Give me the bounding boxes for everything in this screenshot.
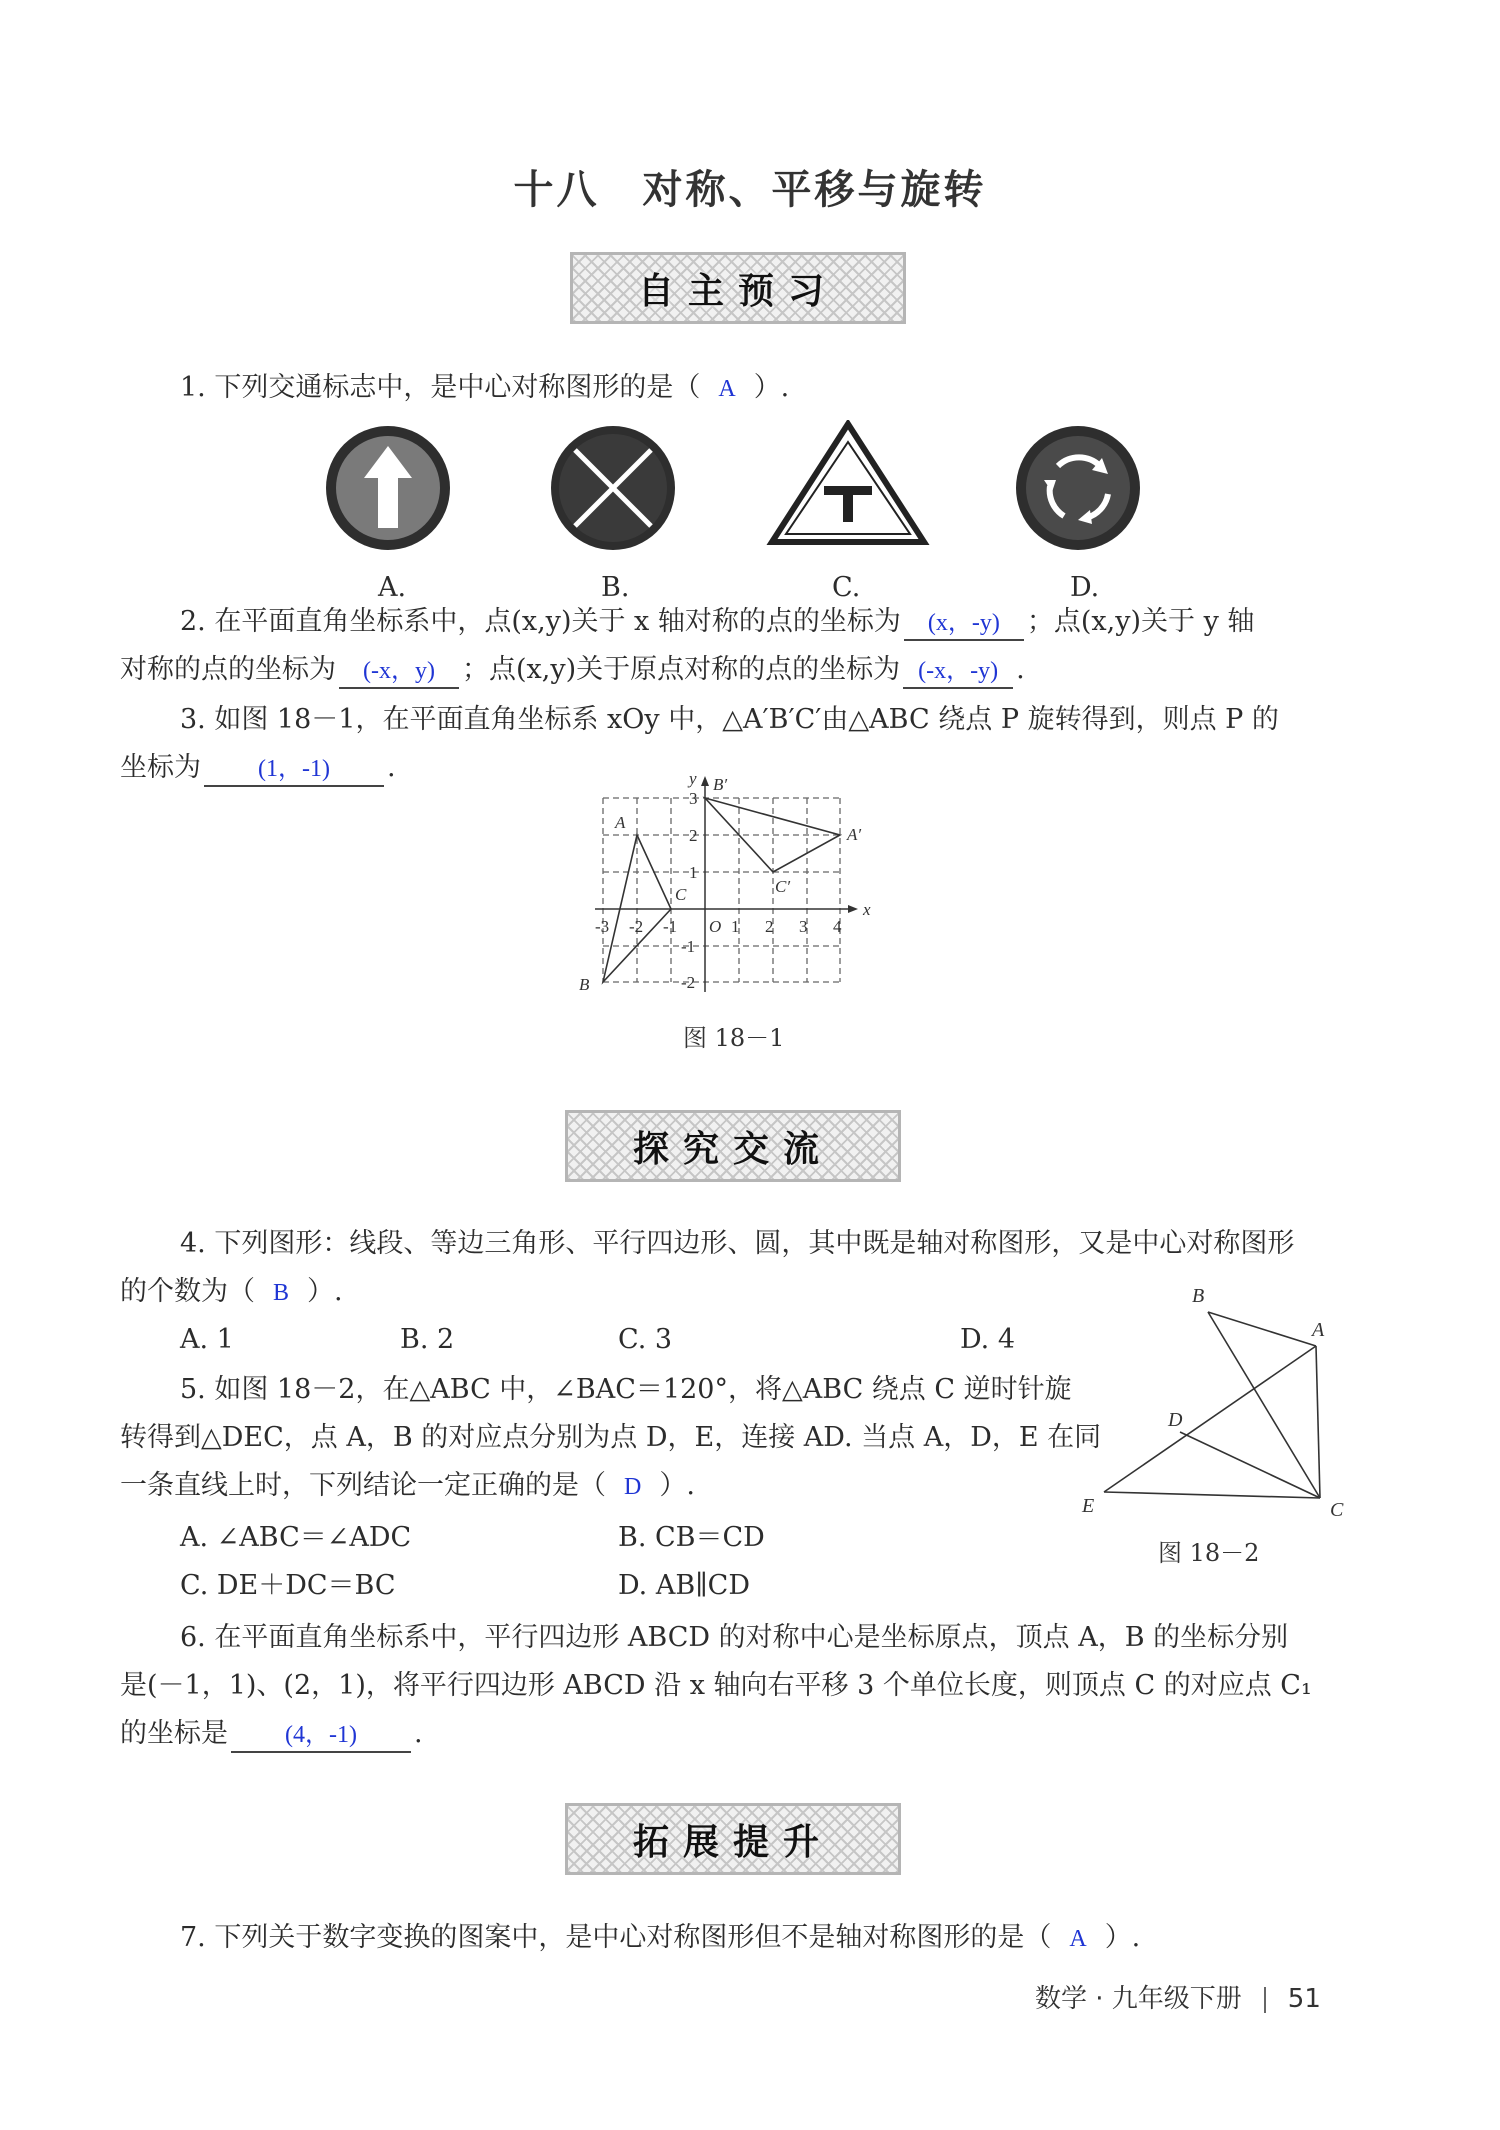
point-label-c-prime: C′ (775, 877, 791, 896)
option-c: C. 3 (618, 1324, 673, 1355)
question-3-line-2: 坐标为 (1，-1) . (120, 748, 396, 788)
point-label-b: B (1192, 1285, 1205, 1307)
point-label-c: C (675, 885, 687, 904)
traffic-signs (300, 420, 1160, 600)
question-5-line-2: 转得到△DEC，点 A，B 的对应点分别为点 D，E，连接 AD. 当点 A，D，E 在同 (120, 1422, 1102, 1453)
section-title: 自主预习 (637, 269, 838, 312)
sign-a-up-arrow-icon (326, 426, 450, 550)
sign-d-roundabout-icon (1016, 426, 1140, 550)
axis-label-x: x (863, 900, 871, 919)
question-3-line-1: 3. 如图 18－1，在平面直角坐标系 xOy 中，△A′B′C′由△ABC 绕点 P 旋转得到，则点 P 的 (180, 704, 1279, 735)
sign-label-d: D. (1070, 572, 1100, 603)
y-tick: -1 (681, 937, 696, 956)
option-a: A. 1 (180, 1324, 234, 1355)
sign-b-cross-icon (551, 426, 675, 550)
point-label-a: A (615, 813, 626, 832)
page-title: 十八 对称、平移与旋转 (513, 167, 987, 213)
question-5-line-3: 一条直线上时，下列结论一定正确的是（ D ）. (120, 1470, 695, 1501)
point-label-c: C (1330, 1499, 1344, 1521)
figure-18-2-triangles (1070, 1272, 1370, 1532)
answer: A (1069, 1926, 1087, 1952)
section-title: 探究交流 (632, 1127, 833, 1170)
answer-blank: (4，-1) (231, 1719, 411, 1753)
axis-label-y: y (689, 769, 697, 788)
option-a: A. ∠ABC＝∠ADC (180, 1522, 412, 1553)
figure-18-2-caption: 图 18－2 (1158, 1539, 1260, 1567)
section-banner-preview (570, 252, 906, 324)
x-tick: -3 (595, 917, 610, 936)
question-1: 1. 下列交通标志中，是中心对称图形的是（ A ）. (180, 372, 790, 403)
option-c: C. DE＋DC＝BC (180, 1570, 396, 1601)
y-tick: 3 (689, 789, 698, 808)
option-b: B. 2 (400, 1324, 455, 1355)
section-banner-explore (565, 1110, 901, 1182)
point-label-b: B (579, 975, 590, 994)
y-tick: 1 (689, 863, 698, 882)
x-tick: 2 (765, 917, 774, 936)
point-label-d: D (1168, 1409, 1183, 1431)
point-label-e: E (1082, 1495, 1095, 1517)
question-4-line-2: 的个数为（ B ）. (120, 1276, 343, 1307)
question-6-line-3: 的坐标是 (4，-1) . (120, 1714, 423, 1754)
option-d: D. AB∥CD (618, 1570, 750, 1601)
book-title: 数学 · 九年级下册 (1035, 1984, 1242, 2014)
page-footer (1035, 1978, 1321, 2015)
sign-c-triangle-t-icon (772, 424, 924, 542)
figure-18-1-coordinate-grid (565, 760, 905, 1010)
x-tick: 3 (799, 917, 808, 936)
answer: D (624, 1474, 642, 1500)
answer-blank: (1，-1) (204, 753, 384, 787)
x-tick: 4 (833, 917, 842, 936)
x-tick: 1 (731, 917, 740, 936)
option-d: D. 4 (960, 1324, 1016, 1355)
answer: A (718, 376, 736, 402)
question-6-line-1: 6. 在平面直角坐标系中，平行四边形 ABCD 的对称中心是坐标原点，顶点 A，B 的坐标分别 (180, 1622, 1289, 1653)
answer-blank: (x，-y) (904, 607, 1024, 641)
answer-blank: (-x，-y) (903, 655, 1013, 689)
y-tick: -2 (681, 973, 696, 992)
origin-label: O (709, 917, 722, 936)
section-banner-extend (565, 1803, 901, 1875)
figure-18-1-caption: 图 18－1 (683, 1024, 785, 1052)
point-label-b-prime: B′ (713, 775, 728, 794)
sign-label-c: C. (832, 572, 861, 603)
point-label-a-prime: A′ (847, 825, 862, 844)
footer-divider (1264, 1987, 1266, 2013)
question-2-line-2: 对称的点的坐标为 (-x，y) ；点(x,y)关于原点对称的点的坐标为 (-x，-y) . (120, 650, 1025, 690)
section-title: 拓展提升 (632, 1820, 833, 1863)
option-b: B. CB＝CD (618, 1522, 765, 1553)
point-label-a: A (1312, 1319, 1325, 1341)
question-6-line-2: 是(－1，1)、(2，1)，将平行四边形 ABCD 沿 x 轴向右平移 3 个单位长度，则顶点 C 的对应点 C₁ (120, 1670, 1312, 1701)
y-tick: 2 (689, 826, 698, 845)
question-2-line-1: 2. 在平面直角坐标系中，点(x,y)关于 x 轴对称的点的坐标为 (x，-y) ；点(x,y)关于 y 轴 (180, 602, 1254, 642)
answer-blank: (-x，y) (339, 655, 459, 689)
page-number: 51 (1287, 1984, 1321, 2014)
x-tick: -2 (629, 917, 644, 936)
question-4-line-1: 4. 下列图形：线段、等边三角形、平行四边形、圆，其中既是轴对称图形，又是中心对称图形 (180, 1228, 1295, 1259)
sign-label-b: B. (601, 572, 630, 603)
question-7: 7. 下列关于数字变换的图案中，是中心对称图形但不是轴对称图形的是（ A ）. (180, 1922, 1141, 1953)
x-tick: -1 (663, 917, 678, 936)
sign-label-a: A. (378, 572, 407, 603)
question-5-line-1: 5. 如图 18－2，在△ABC 中，∠BAC＝120°，将△ABC 绕点 C 逆时针旋 (180, 1374, 1072, 1405)
answer: B (273, 1280, 290, 1306)
